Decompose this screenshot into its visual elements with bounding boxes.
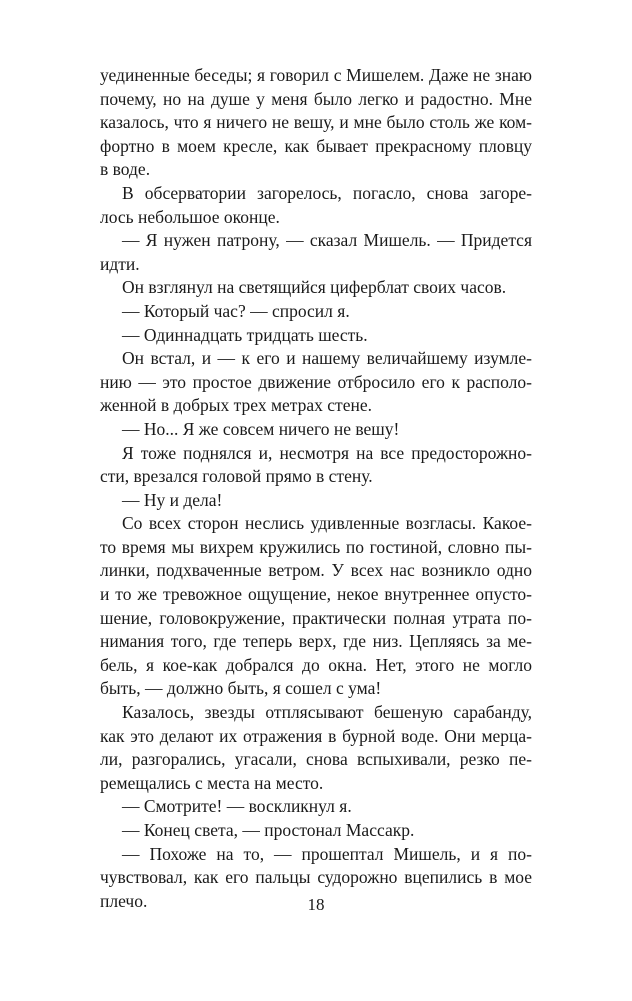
text-line: Казалось, звезды отплясывают бешеную сарабанду, [122, 702, 532, 723]
body-text [100, 64, 532, 913]
text-line: Он взглянул на светящийся циферблат своих часов. [122, 277, 507, 298]
text-line: ли, разгорались, угасали, снова вспыхивали, резко пе- [100, 749, 532, 770]
text-line: В обсерватории загорелось, погасло, снова загоре- [122, 182, 532, 203]
text-line: идти. [100, 253, 140, 274]
text-line: плечо. [100, 890, 148, 911]
text-line: шение, головокружение, практически полная утрата по- [100, 607, 532, 628]
text-line: — Конец света, — простонал Массакр. [122, 820, 415, 840]
text-line: — Я нужен патрону, — сказал Мишель. — Придется [122, 230, 532, 251]
text-line: Я тоже поднялся и, несмотря на все предосторожно- [122, 442, 532, 463]
text-line: нимания того, где теперь верх, где низ. Цепляясь за ме- [100, 631, 532, 652]
text-line: ремещались с места на место. [100, 772, 324, 793]
text-line: чувствовал, как его пальцы судорожно вцепились в мое [100, 867, 532, 888]
text-line: — Одиннадцать тридцать шесть. [122, 324, 368, 345]
text-line: — Но... Я же совсем ничего не вешу! [122, 418, 400, 439]
page-number: 18 [307, 895, 325, 914]
text-line: фортно в моем кресле, как бывает прекрасному пловцу [100, 135, 532, 156]
text-line: сти, врезался головой прямо в стену. [100, 466, 373, 487]
text-line: Он встал, и — к его и нашему величайшему изумле- [122, 348, 532, 369]
text-line: нию — это простое движение отбросило его к располо- [100, 371, 532, 392]
text-line: почему, но на душе у меня было легко и радостно. Мне [100, 88, 532, 109]
text-line: быть, — должно быть, я сошел с ума! [100, 678, 382, 699]
text-line: в воде. [100, 159, 151, 180]
text-line: — Который час? — спросил я. [122, 300, 350, 321]
text-line: и то же тревожное ощущение, некое внутреннее опусто- [100, 584, 532, 605]
text-line: — Ну и дела! [122, 489, 223, 510]
text-line: лось небольшое оконце. [100, 206, 280, 227]
text-line: Со всех сторон неслись удивленные возгласы. Какое- [122, 513, 532, 534]
text-line: — Похоже на то, — прошептал Мишель, и я по- [122, 843, 532, 864]
text-line: линки, подхваченные ветром. У всех нас возникло одно [100, 560, 532, 581]
text-line: женной в добрых трех метрах стене. [100, 395, 372, 416]
text-line: как это делают их отражения в бурной воде. Они мерца- [100, 725, 532, 746]
text-line: уединенные беседы; я говорил с Мишелем. Даже не знаю [100, 65, 532, 85]
text-line: казалось, что я ничего не вешу, и мне было столь же ком- [100, 112, 532, 133]
text-line: бель, я кое-как добрался до окна. Нет, этого не могло [100, 654, 532, 675]
text-line: — Смотрите! — воскликнул я. [122, 796, 352, 817]
text-line: то время мы вихрем кружились по гостиной, словно пы- [100, 536, 532, 557]
